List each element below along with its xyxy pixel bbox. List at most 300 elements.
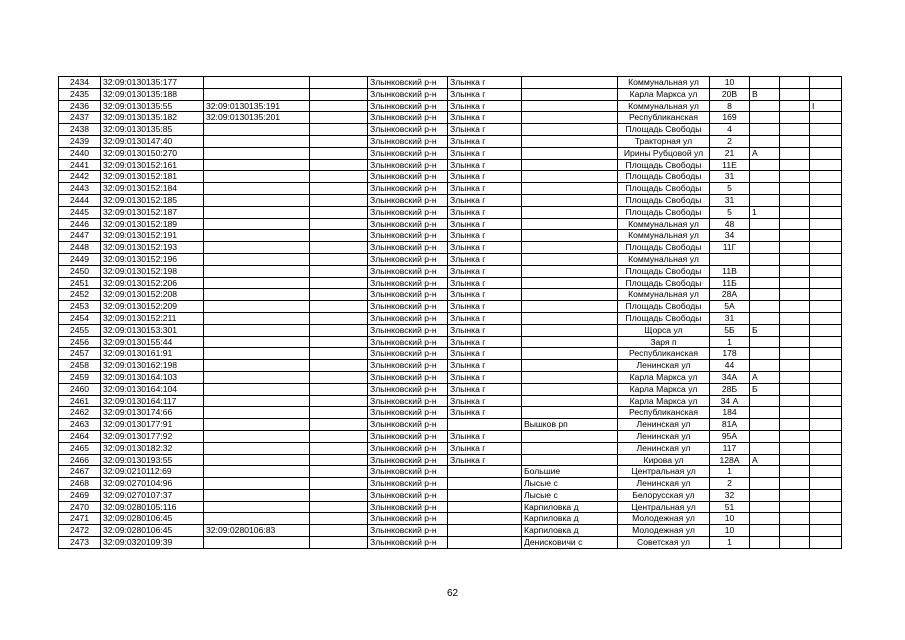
table-cell [810,501,842,513]
table-row [59,253,842,265]
table-cell [810,360,842,372]
table-cell [780,230,810,242]
table-cell: 2448 [59,242,101,254]
table-cell [750,112,780,124]
table-cell: Коммунальная ул [618,253,710,265]
table-cell [750,419,780,431]
table-cell: 2 [710,478,750,490]
table-cell: 32:09:0280106:83 [204,525,310,537]
table-cell [750,442,780,454]
table-cell [780,537,810,549]
table-cell: 32:09:0130135:85 [101,124,204,136]
table-cell [310,147,368,159]
table-cell [750,407,780,419]
table-cell [810,230,842,242]
table-cell [750,336,780,348]
table-cell [810,194,842,206]
table-cell: 2460 [59,383,101,395]
table-cell: Злынковский р-н [368,147,448,159]
table-cell: 32:09:0130153:301 [101,324,204,336]
table-cell [810,466,842,478]
table-row [59,430,842,442]
table-cell [310,289,368,301]
table-cell [204,419,310,431]
table-cell: Молодежная ул [618,525,710,537]
table-row [59,489,842,501]
table-cell: 2465 [59,442,101,454]
table-cell [750,183,780,195]
data-table [58,76,842,549]
table-cell [780,112,810,124]
table-cell [310,383,368,395]
table-cell [204,513,310,525]
table-cell [810,147,842,159]
table-cell [780,312,810,324]
table-cell: Злынковский р-н [368,253,448,265]
table-cell: 1 [710,537,750,549]
table-cell: 32:09:0130152:181 [101,171,204,183]
table-cell [522,371,618,383]
table-cell: Злынка г [448,407,522,419]
table-cell: 2441 [59,159,101,171]
table-cell [750,277,780,289]
table-cell: Злынковский р-н [368,430,448,442]
table-cell: 32:09:0130150:270 [101,147,204,159]
table-cell: 178 [710,348,750,360]
table-cell: 34 А [710,395,750,407]
table-row [59,88,842,100]
table-row [59,525,842,537]
table-cell [310,537,368,549]
table-cell: 32:09:0130152:161 [101,159,204,171]
table-row [59,312,842,324]
table-row [59,395,842,407]
table-cell: Карла Маркса ул [618,395,710,407]
table-cell: 2443 [59,183,101,195]
table-cell [204,383,310,395]
table-cell [780,194,810,206]
table-cell [810,206,842,218]
table-cell: Злынковский р-н [368,489,448,501]
table-cell [750,395,780,407]
table-row [59,324,842,336]
table-cell [310,395,368,407]
table-cell: 32:09:0130135:182 [101,112,204,124]
table-cell [522,324,618,336]
table-cell: 31 [710,171,750,183]
table-cell: Злынка г [448,395,522,407]
table-cell [780,430,810,442]
table-cell [310,419,368,431]
table-cell [204,371,310,383]
table-cell [310,194,368,206]
table-cell [310,100,368,112]
table-cell [310,442,368,454]
table-cell [750,430,780,442]
table-cell [310,183,368,195]
table-cell: Белорусская ул [618,489,710,501]
table-cell: Злынковский р-н [368,301,448,313]
table-cell: 32:09:0130135:177 [101,77,204,89]
table-row [59,242,842,254]
table-cell [780,371,810,383]
table-cell [750,489,780,501]
table-cell: Злынковский р-н [368,501,448,513]
table-cell: 32:09:0130161:91 [101,348,204,360]
table-cell [310,371,368,383]
table-cell [810,277,842,289]
table-row [59,454,842,466]
table-cell [780,171,810,183]
table-cell: Коммунальная ул [618,218,710,230]
table-row [59,265,842,277]
table-cell: 32:09:0130135:191 [204,100,310,112]
table-cell: Злынка г [448,124,522,136]
table-cell: Злынковский р-н [368,230,448,242]
table-cell: 5 [710,206,750,218]
table-cell [310,360,368,372]
table-cell [780,395,810,407]
table-row [59,112,842,124]
table-row [59,478,842,490]
table-cell: 2439 [59,135,101,147]
table-cell: 32:09:0130152:209 [101,301,204,313]
table-cell: Злынка г [448,88,522,100]
table-cell: Злынковский р-н [368,124,448,136]
table-cell [310,112,368,124]
table-cell: 34А [710,371,750,383]
table-cell: Б [750,383,780,395]
table-cell [780,218,810,230]
table-cell: 44 [710,360,750,372]
table-cell [810,525,842,537]
table-cell: Ленинская ул [618,478,710,490]
table-cell [204,324,310,336]
table-cell [810,312,842,324]
table-cell: Злынковский р-н [368,324,448,336]
table-cell: Коммунальная ул [618,100,710,112]
table-cell: 2459 [59,371,101,383]
table-cell [810,77,842,89]
table-cell: Злынка г [448,336,522,348]
table-cell: 32:09:0130182:32 [101,442,204,454]
table-cell [780,442,810,454]
table-cell: 32:09:0130152:211 [101,312,204,324]
table-cell: Злынка г [448,183,522,195]
table-cell: Молодежная ул [618,513,710,525]
table-cell [810,489,842,501]
table-cell [204,183,310,195]
table-cell: Злынка г [448,206,522,218]
table-cell: А [750,454,780,466]
table-cell: 32:09:0130152:187 [101,206,204,218]
table-cell [204,253,310,265]
table-cell [810,407,842,419]
table-cell [310,454,368,466]
table-cell [310,466,368,478]
table-cell [810,336,842,348]
table-cell [780,77,810,89]
table-cell: Ленинская ул [618,419,710,431]
table-cell: Денисковичи с [522,537,618,549]
table-cell: 32:09:0280106:45 [101,525,204,537]
table-cell: Площадь Свободы [618,124,710,136]
table-cell: Злынковский р-н [368,159,448,171]
table-cell: Большие [522,466,618,478]
table-cell: 11В [710,265,750,277]
table-cell [780,100,810,112]
table-cell: 21 [710,147,750,159]
table-cell [522,242,618,254]
table-cell [810,442,842,454]
table-cell: Центральная ул [618,501,710,513]
table-cell: Ленинская ул [618,430,710,442]
table-cell: Злынковский р-н [368,206,448,218]
table-cell [780,88,810,100]
table-cell [448,525,522,537]
table-cell: Злынка г [448,230,522,242]
table-cell: Злынка г [448,312,522,324]
table-cell: Площадь Свободы [618,206,710,218]
table-cell: 1 [750,206,780,218]
table-cell: Злынка г [448,147,522,159]
table-cell: Злынковский р-н [368,407,448,419]
table-cell [810,478,842,490]
table-cell [810,301,842,313]
table-cell: 32 [710,489,750,501]
table-cell: 28Б [710,383,750,395]
table-cell: 2470 [59,501,101,513]
table-cell: 11Г [710,242,750,254]
table-cell [310,513,368,525]
table-row [59,466,842,478]
table-cell [310,525,368,537]
table-cell: Злынковский р-н [368,135,448,147]
table-cell: 32:09:0130135:188 [101,88,204,100]
table-cell: Злынковский р-н [368,312,448,324]
table-cell [448,466,522,478]
table-cell: Республиканская [618,112,710,124]
table-cell [310,253,368,265]
table-cell: А [750,147,780,159]
table-cell: 2464 [59,430,101,442]
table-cell: 11Б [710,277,750,289]
table-cell: 32:09:0130152:191 [101,230,204,242]
table-cell: 4 [710,124,750,136]
table-cell: Ирины Рубцовой ул [618,147,710,159]
table-cell: Злынка г [448,171,522,183]
table-cell: 128А [710,454,750,466]
table-cell: Злынковский р-н [368,537,448,549]
table-cell [780,124,810,136]
table-cell [204,194,310,206]
table-cell [522,407,618,419]
table-cell [780,159,810,171]
table-cell: Коммунальная ул [618,77,710,89]
table-cell [810,112,842,124]
table-cell: 2435 [59,88,101,100]
table-cell [780,135,810,147]
table-cell: Карпиловка д [522,501,618,513]
table-cell [780,466,810,478]
table-cell: 2454 [59,312,101,324]
table-cell: 32:09:0130135:201 [204,112,310,124]
table-cell: 32:09:0130164:104 [101,383,204,395]
table-cell: Б [750,324,780,336]
table-cell [522,171,618,183]
table-cell [310,277,368,289]
table-cell [522,88,618,100]
table-cell [750,253,780,265]
table-cell: 20В [710,88,750,100]
table-cell: 2440 [59,147,101,159]
table-cell: 2471 [59,513,101,525]
table-cell: 2 [710,135,750,147]
table-cell: Злынковский р-н [368,277,448,289]
table-cell [204,478,310,490]
table-row [59,407,842,419]
table-cell [750,242,780,254]
table-cell [522,312,618,324]
table-cell: Коммунальная ул [618,289,710,301]
table-cell [522,194,618,206]
table-cell [310,489,368,501]
table-cell [310,312,368,324]
table-cell [810,395,842,407]
table-cell [310,478,368,490]
table-cell [780,301,810,313]
table-cell [448,513,522,525]
table-cell [522,360,618,372]
table-cell [780,478,810,490]
table-row [59,348,842,360]
table-cell: 32:09:0210112:69 [101,466,204,478]
table-cell: Злынка г [448,77,522,89]
table-cell: Республиканская [618,348,710,360]
table-cell: Злынковский р-н [368,289,448,301]
table-cell: 34 [710,230,750,242]
table-row [59,159,842,171]
table-cell: Ленинская ул [618,360,710,372]
table-row [59,501,842,513]
table-row [59,513,842,525]
table-cell: 11Е [710,159,750,171]
table-cell [750,525,780,537]
table-cell: Злынка г [448,348,522,360]
table-cell: Площадь Свободы [618,265,710,277]
table-cell: 32:09:0130164:103 [101,371,204,383]
table-cell: Карла Маркса ул [618,88,710,100]
table-cell [522,253,618,265]
table-cell: 2437 [59,112,101,124]
table-cell [780,513,810,525]
table-cell: Площадь Свободы [618,277,710,289]
table-cell: 32:09:0130152:185 [101,194,204,206]
table-cell: 32:09:0130152:196 [101,253,204,265]
table-cell [522,206,618,218]
table-cell: 2453 [59,301,101,313]
table-cell: 32:09:0130152:184 [101,183,204,195]
table-cell: Злынковский р-н [368,112,448,124]
table-cell [750,312,780,324]
table-cell: Карпиловка д [522,525,618,537]
table-cell [810,183,842,195]
table-row [59,183,842,195]
table-cell: 5Б [710,324,750,336]
table-cell [204,312,310,324]
table-cell [750,501,780,513]
table-cell: 28А [710,289,750,301]
table-cell [750,360,780,372]
table-cell: 32:09:0130152:206 [101,277,204,289]
table-cell: Карла Маркса ул [618,383,710,395]
table-row [59,442,842,454]
table-cell [310,265,368,277]
table-cell: 2463 [59,419,101,431]
table-cell [204,289,310,301]
table-cell [522,442,618,454]
table-row [59,100,842,112]
table-cell: 81А [710,419,750,431]
table-cell [204,430,310,442]
table-cell [448,478,522,490]
table-cell: Центральная ул [618,466,710,478]
table-cell [204,242,310,254]
table-cell [780,419,810,431]
table-cell [810,383,842,395]
table-cell: 32:09:0130177:92 [101,430,204,442]
table-cell [310,171,368,183]
table-cell [810,430,842,442]
table-cell: Злынка г [448,159,522,171]
table-cell: Карпиловка д [522,513,618,525]
table-cell: Злынка г [448,383,522,395]
table-cell: 32:09:0320109:39 [101,537,204,549]
table-cell [750,289,780,301]
table-cell [750,466,780,478]
table-cell [310,324,368,336]
table-cell [310,124,368,136]
table-cell [810,253,842,265]
table-cell: 32:09:0130193:55 [101,454,204,466]
table-cell [310,135,368,147]
table-cell: 10 [710,525,750,537]
table-cell [750,135,780,147]
table-cell: I [810,100,842,112]
table-cell [810,159,842,171]
table-cell [310,501,368,513]
table-cell [522,265,618,277]
table-cell [310,230,368,242]
table-cell [448,489,522,501]
table-cell: 2473 [59,537,101,549]
table-cell [522,147,618,159]
table-cell: Злынка г [448,371,522,383]
table-cell [522,348,618,360]
table-cell [204,395,310,407]
table-cell: Площадь Свободы [618,301,710,313]
table-cell: Коммунальная ул [618,230,710,242]
table-cell: Злынковский р-н [368,77,448,89]
table-row [59,371,842,383]
table-cell: 2468 [59,478,101,490]
table-cell: 32:09:0280105:116 [101,501,204,513]
table-cell: Площадь Свободы [618,242,710,254]
table-cell [204,501,310,513]
table-cell: Злынка г [448,194,522,206]
table-cell [522,395,618,407]
table-cell [204,489,310,501]
